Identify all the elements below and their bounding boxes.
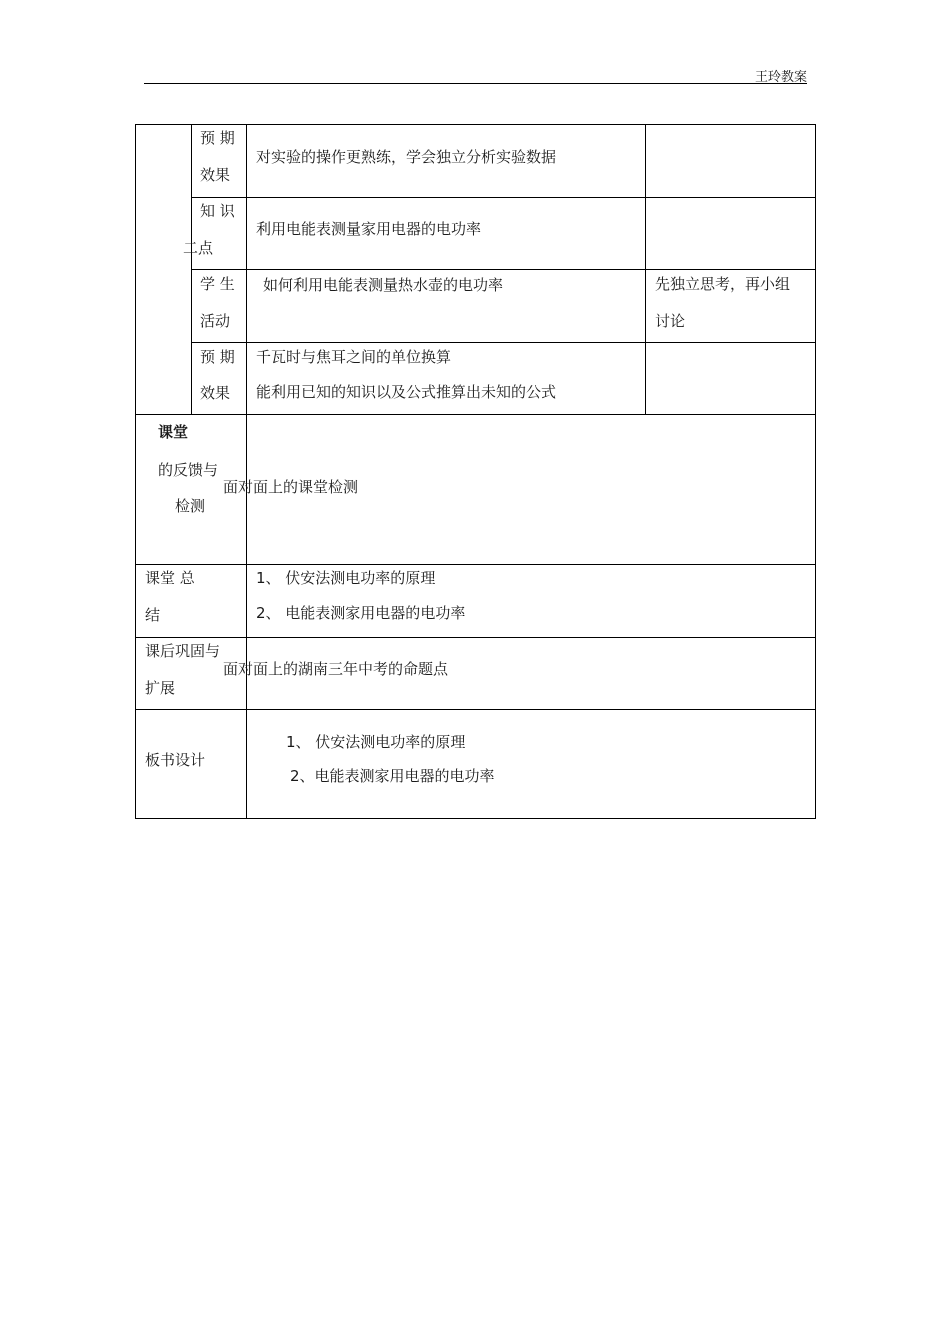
board-label: 板书设计 xyxy=(145,751,206,769)
homework-content: 面对面上的湖南三年中考的命题点 xyxy=(223,660,449,678)
header-author: 王玲教案 xyxy=(754,70,807,85)
row-divider xyxy=(191,269,815,270)
row-divider xyxy=(191,342,815,343)
row-label: 学 生 xyxy=(200,275,235,293)
homework-label: 扩展 xyxy=(145,679,176,697)
column-divider xyxy=(246,124,247,819)
feedback-label: 检测 xyxy=(175,497,206,515)
row-content: 千瓦时与焦耳之间的单位换算 xyxy=(256,348,452,366)
row-divider xyxy=(135,709,815,710)
table-border-right xyxy=(815,124,816,819)
summary-label: 课堂 总 xyxy=(145,569,195,587)
row-divider xyxy=(135,564,815,565)
feedback-label: 的反馈与 xyxy=(158,461,219,479)
board-content: 1、 伏安法测电功率的原理 xyxy=(286,733,466,751)
row-label: 效果 xyxy=(200,166,231,184)
row-note: 讨论 xyxy=(655,312,686,330)
feedback-label: 课堂 xyxy=(158,423,189,441)
table-border-bottom xyxy=(135,818,815,819)
column-divider xyxy=(191,124,192,414)
feedback-content: 面对面上的课堂检测 xyxy=(223,478,359,496)
row-label: 知 识 xyxy=(200,202,235,220)
section-two-label: 二点 xyxy=(183,239,214,257)
row-content: 能利用已知的知识以及公式推算出未知的公式 xyxy=(256,383,557,401)
header-rule xyxy=(144,83,807,84)
summary-content: 1、 伏安法测电功率的原理 xyxy=(256,569,436,587)
column-divider xyxy=(645,124,646,414)
row-label: 效果 xyxy=(200,384,231,402)
row-divider xyxy=(135,414,815,415)
row-label: 预 期 xyxy=(200,129,235,147)
summary-label: 结 xyxy=(145,606,161,624)
row-content: 对实验的操作更熟练，学会独立分析实验数据 xyxy=(256,148,557,166)
summary-content: 2、 电能表测家用电器的电功率 xyxy=(256,604,466,622)
row-divider xyxy=(191,197,815,198)
row-content: 如何利用电能表测量热水壶的电功率 xyxy=(263,276,504,294)
row-content: 利用电能表测量家用电器的电功率 xyxy=(256,220,482,238)
homework-label: 课后巩固与 xyxy=(145,642,221,660)
row-divider xyxy=(135,637,815,638)
board-content: 2、电能表测家用电器的电功率 xyxy=(290,767,495,785)
table-border-left xyxy=(135,124,136,819)
row-label: 预 期 xyxy=(200,348,235,366)
table-border-top xyxy=(135,124,815,125)
row-note: 先独立思考，再小组 xyxy=(655,275,791,293)
row-label: 活动 xyxy=(200,312,231,330)
